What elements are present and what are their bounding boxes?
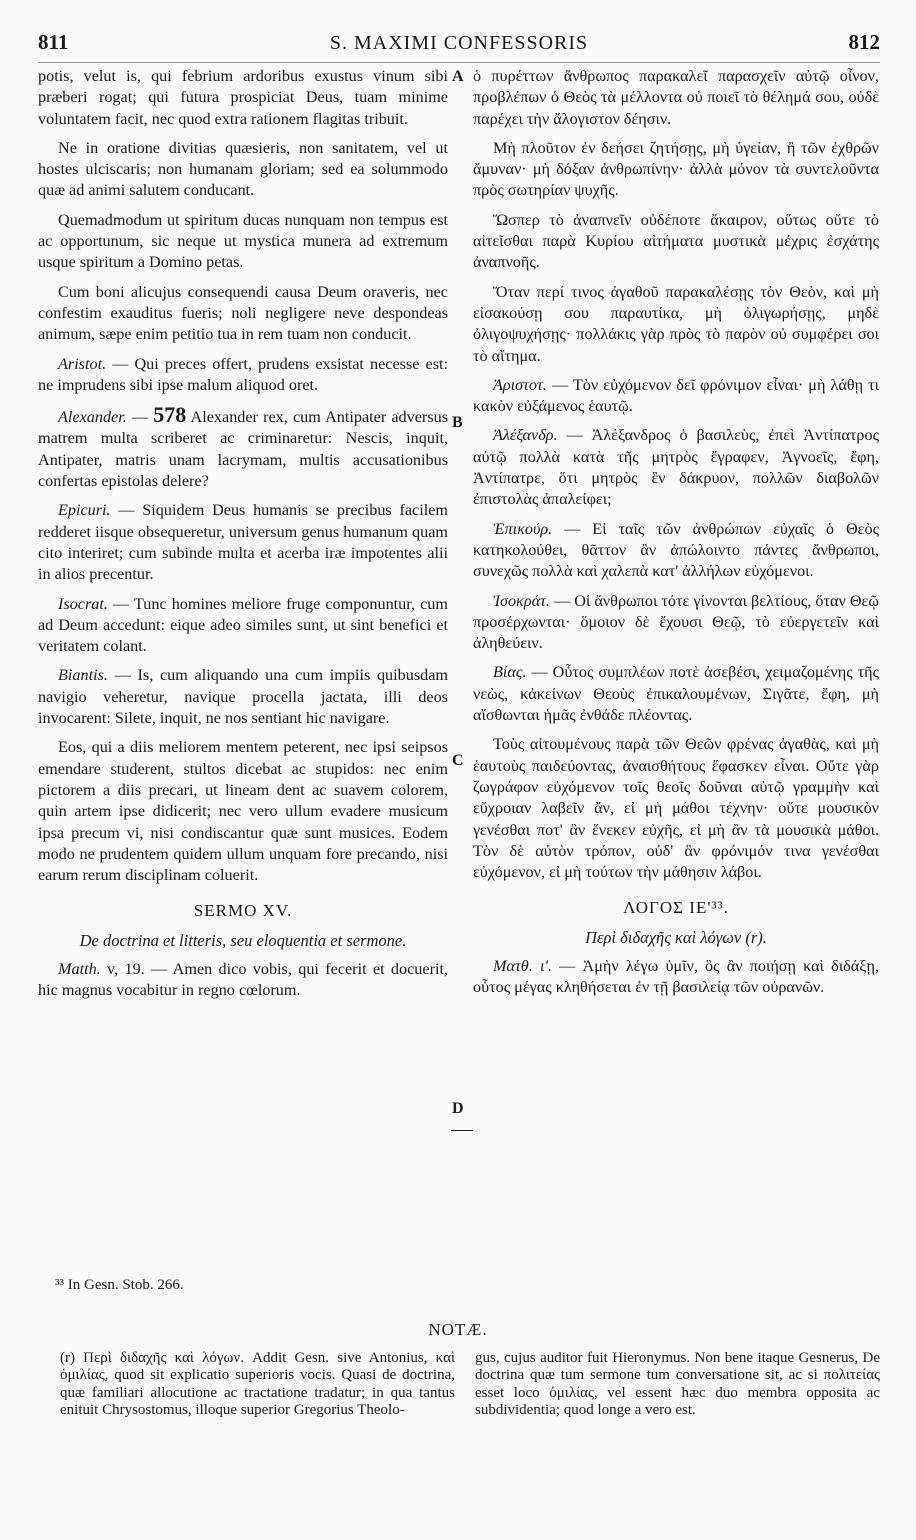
note-text: , ac si πολιτείας esset loco ὁμιλίας, vel essent hæc duo membra opposita ac subdividentia; quod longe a vero est. bbox=[475, 1367, 880, 1419]
note-text: gus, cujus auditor fuit Hieronymus. Non bene itaque Gesnerus, bbox=[475, 1350, 863, 1366]
latin-column bbox=[38, 66, 448, 1010]
latin-paragraph: Eos, qui a diis meliorem mentem peterent, nec ipsi seipsos emendare studerent, stultos dicebat ac stupidos: nec enim pictorem a diis precari, ut lineam dent ac suavem colorem, quin artem ipse didicerit; nec vero ullum evadere musicum ipsa precum vi, nisi condiscantur quæ sunt musices. Eodem modo ne prudentem quidem ullum unquam fore precando, nisi earum rerum disciplinam coluerit. bbox=[38, 738, 448, 885]
paragraph-text: — Τὸν εὐχόμενον δεῖ φρόνιμον εἶναι· μὴ λάθῃ τι κακὸν εὐξάμενος ἑαυτῷ. bbox=[473, 375, 879, 416]
margin-letter-a: A bbox=[452, 68, 464, 85]
notes-left-column bbox=[60, 1350, 455, 1420]
page-number-right: 812 bbox=[848, 30, 880, 54]
paragraph-text: Alexander rex, cum Antipater adversus matrem multa scriberet ac criminaretur: Nescis, inquit, Antipater, matris unam lacrymam, multis accusationibus confertas epistolas delere? bbox=[38, 408, 449, 491]
greek-paragraph bbox=[473, 956, 879, 999]
note-paragraph bbox=[475, 1350, 880, 1420]
greek-paragraph bbox=[473, 519, 879, 583]
source-label: Ἐπικούρ. bbox=[493, 519, 553, 538]
greek-paragraph bbox=[473, 425, 879, 510]
source-label: Isocrat. bbox=[58, 594, 108, 613]
latin-paragraph bbox=[38, 594, 448, 658]
dash: — bbox=[126, 408, 154, 427]
sermo-subtitle: De doctrina et litteris, seu eloquentia et sermone. bbox=[79, 930, 407, 950]
note-paragraph bbox=[60, 1350, 455, 1420]
source-label: Matth. bbox=[58, 959, 101, 978]
paragraph-text: — Ἀμὴν λέγω ὑμῖν, ὃς ἂν ποιήσῃ καὶ διδάξῃ, οὗτος μέγας κληθήσεται ἐν τῇ βασιλείᾳ τῶν οὐρανῶν. bbox=[473, 956, 880, 997]
footnote: ³³ In Gesn. Stob. 266. bbox=[55, 1277, 184, 1293]
paragraph-text: — Siquidem Deus humanis se precibus facilem redderet iisque obsequeretur, universum genus humanum quam cito interiret; cum subinde multa et acerba iræ impotentes alii in alios precentur. bbox=[38, 501, 448, 584]
source-label: Biantis. bbox=[58, 666, 108, 685]
latin-paragraph bbox=[38, 354, 448, 397]
greek-paragraph: Ὥσπερ τὸ ἀναπνεῖν οὐδέποτε ἄκαιρον, οὕτως οὔτε τὸ αἰτεῖσθαι παρὰ Κυρίου αἰτήματα μυστικὰ μέχρις ἐσχάτης ἀναπνοῆς. bbox=[473, 210, 879, 272]
paragraph-text: — Ἀλέξανδρος ὁ βασιλεὺς, ἐπεὶ Ἀντίπατρος αὐτῷ πολλὰ κατὰ τῆς μητρὸς ἔγραφεν, Ἀγνοεῖς, ἔφη, Ἀντίπατρε, ὅτι μητρὸς ἓν δάκρυον, πολλῶν διαβολῶν ἐπιστολὰς ἀπαλείφει; bbox=[473, 426, 879, 509]
sermo-title: SERMO XV. bbox=[193, 901, 293, 921]
header-rule bbox=[38, 62, 880, 63]
margin-letter-c: C bbox=[452, 752, 464, 769]
latin-paragraph: potis, velut is, qui febrium ardoribus exustus vinum sibi præberi rogat; qui futura prospiciat Deus, tuam minime voluntatem facit, nec quod extra rationem flagitas tribuit. bbox=[38, 67, 448, 128]
paragraph-text: — Qui preces offert, prudens exsistat necesse est: ne imprudens sibi ipse malum aliquod oret. bbox=[38, 354, 448, 394]
latin-paragraph: Ne in oratione divitias quæsieris, non sanitatem, vel ut hostes ulciscaris; non humanam gloriam; sed ea solummodo quæ ad animi salutem conducant. bbox=[38, 138, 448, 200]
greek-paragraph: Μὴ πλοῦτον ἐν δεήσει ζητήσῃς, μὴ ὑγείαν, ἢ τῶν ἐχθρῶν ἄμυναν· μὴ δόξαν ἀνθρωπίνην· ἀλλὰ μόνον τὰ συντελοῦντα πρὸς σωτηρίαν ψυχῆς. bbox=[473, 138, 879, 200]
note-text: Addit Gesn. sive Antonius, καὶ ὁμιλίας, quod sit explicatio superioris vocis. Quasi de doctrina, quæ familiari allocutione ac tractatione tradatur; in qua tantus enituit Chrysostomus, illoque superior Gregorius Theolo- bbox=[60, 1350, 455, 1419]
latin-paragraph: Quemadmodum ut spiritum ducas nunquam non tempus est ac opportunum, sic neque ut mystica munera ad extremum usque spiritum a Domino petas. bbox=[38, 210, 448, 272]
source-label: Alexander. bbox=[58, 408, 127, 427]
note-reference: (r) Περὶ διδαχῆς καὶ λόγων. bbox=[60, 1350, 244, 1366]
running-title: S. MAXIMI CONFESSORIS bbox=[329, 32, 589, 54]
source-label: Βίας. bbox=[493, 663, 527, 682]
paragraph-text: — Εἰ ταῖς τῶν ἀνθρώπων εὐχαῖς ὁ Θεὸς κατηκολούθει, θᾶττον ἂν ἀπώλοιντο πάντες ἄνθρωποι, συνεχῶς πολλὰ καὶ χαλεπὰ κατ' ἀλλήλων εὐχόμενοι. bbox=[473, 519, 879, 581]
source-label: Epicuri. bbox=[58, 501, 111, 520]
source-label: Ἀριστοτ. bbox=[493, 375, 547, 394]
logos-title: ΛΟΓΟΣ ΙΕ'³³. bbox=[623, 898, 729, 918]
paragraph-text: v, 19. — Amen dico vobis, qui fecerit et docuerit, hic magnus vocabitur in regno cœlorum. bbox=[38, 959, 448, 1000]
page-header bbox=[38, 30, 880, 60]
section-divider bbox=[451, 1130, 473, 1131]
source-label: Ἀλέξανδρ. bbox=[493, 426, 558, 445]
margin-letter-d: D bbox=[452, 1100, 464, 1117]
note-quotation: De doctrina quæ tum sermone tum conversatione sit bbox=[475, 1350, 880, 1384]
source-label: Ἰσοκράτ. bbox=[493, 591, 550, 610]
source-label: Ματθ. ι'. bbox=[493, 956, 552, 975]
migne-column-number: 578 bbox=[153, 402, 187, 428]
greek-column bbox=[473, 66, 879, 1007]
latin-paragraph bbox=[38, 404, 448, 492]
greek-paragraph: ὁ πυρέττων ἄνθρωπος παρακαλεῖ παρασχεῖν αὐτῷ οἶνον, προβλέπων ὁ Θεὸς τὰ μέλλοντα οὐ ποιεῖ τὸ θέλημά σου, οὐδὲ παρέχει τὴν ἄλογιστον δέησιν. bbox=[473, 67, 879, 128]
paragraph-text: — Is, cum aliquando una cum impiis quibusdam navigio veheretur, navique procella jactata, illi deos invocarent: Silete, inquit, ne nos sentiant hic navigare. bbox=[38, 666, 448, 728]
paragraph-text: — Οὗτος συμπλέων ποτὲ ἀσεβέσι, χειμαζομένης τῆς νεὼς, κἀκείνων Θεοὺς ἐπικαλουμένων, Σιγᾶτε, ἔφη, μὴ αἴσθωνται ἡμᾶς ἐνθάδε πλέοντας. bbox=[473, 663, 879, 725]
greek-paragraph bbox=[473, 375, 879, 418]
notes-title: NOTÆ. bbox=[428, 1320, 488, 1339]
page-number-left: 811 bbox=[38, 30, 69, 54]
latin-paragraph bbox=[38, 665, 448, 729]
paragraph-text: — Tunc homines meliore fruge componuntur, cum ad Deum accedunt: eique adeo similes sunt, ut sint benefici et veritatem colant. bbox=[38, 594, 448, 656]
latin-paragraph bbox=[38, 959, 448, 1002]
greek-paragraph: Ὅταν περί τινος ἀγαθοῦ παρακαλέσῃς τὸν Θεὸν, καὶ μὴ εἰσακούσῃ σου παραυτίκα, μὴ ὀλιγωρήσῃς, μηδὲ ὀλιγοψυχήσῃς· πολλάκις γὰρ πρὸς τὸ παρὸν οὐ συμφέρει σοι τὸ αἴτημα. bbox=[473, 282, 879, 365]
latin-paragraph: Cum boni alicujus consequendi causa Deum oraveris, nec confestim exauditus fueris; noli negligere neve despondeas animum, sæpe enim petitio tua in rem tuam non conducit. bbox=[38, 282, 448, 344]
source-label: Aristot. bbox=[58, 354, 107, 373]
paragraph-text: — Οἱ ἄνθρωποι τότε γίνονται βελτίους, ὅταν Θεῷ προσέρχωνται· ὅμοιον δὲ ἔχουσι Θεῷ, τὸ εὐεργετεῖν καὶ ἀληθεύειν. bbox=[473, 591, 879, 653]
greek-paragraph bbox=[473, 591, 879, 655]
logos-subtitle: Περὶ διδαχῆς καὶ λόγων (r). bbox=[585, 927, 767, 947]
margin-letter-b: B bbox=[452, 414, 463, 431]
greek-paragraph: Τοὺς αἰτουμένους παρὰ τῶν Θεῶν φρένας ἀγαθὰς, καὶ μὴ ἑαυτοὺς παιδεύοντας, ἀναισθήτους ἔφασκεν εἶναι. Οὔτε γὰρ ζωγράφον εὐχόμενον τοῖς θεοῖς δοῦναι αὐτῷ γραμμὴν καὶ εὔχροιαν λαβεῖν ἄν, εἰ μὴ μάθοι τέχνην· οὔτε μουσικὸν γενέσθαι ποτ' ἂν ἕνεκεν εὐχῆς, εἰ μὴ ἂν τὰ μουσικὰ μάθοι. Τὸν δὲ αὐτὸν τρόπον, οὐδ' ἂν φρόνιμόν τινα γενέσθαι εὐχόμενον, εἰ μὴ τούτων τὴν μάθησιν λάβοι. bbox=[473, 735, 879, 882]
latin-paragraph bbox=[38, 500, 448, 585]
notes-right-column bbox=[475, 1350, 880, 1420]
greek-paragraph bbox=[473, 662, 879, 726]
